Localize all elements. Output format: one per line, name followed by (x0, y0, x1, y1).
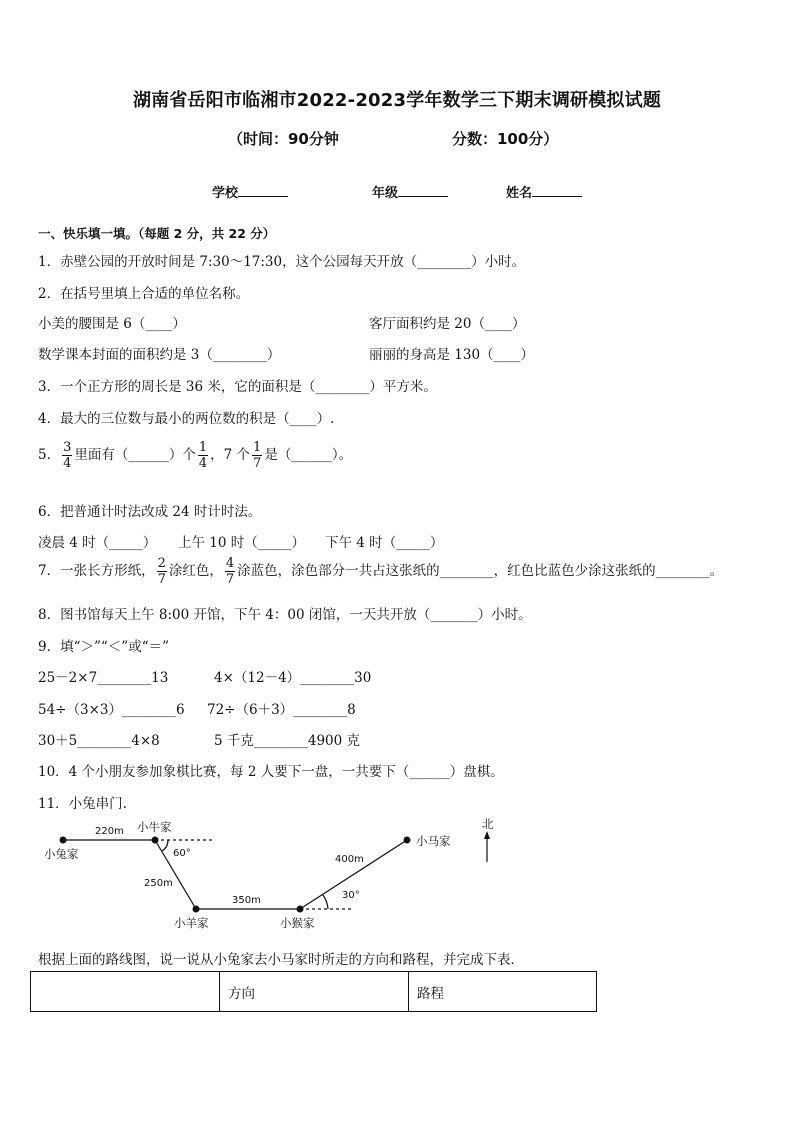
distance-250m: 250m (144, 878, 173, 889)
name-label: 姓名 (506, 186, 533, 201)
fraction-numerator: 3 (63, 440, 72, 455)
fraction-denominator: 7 (157, 572, 166, 587)
question-2a: 小美的腰围是 6（____） (38, 316, 186, 332)
question-9f: 5 千克________4900 克 (214, 733, 361, 749)
question-11: 11．小兔串门. (38, 796, 127, 812)
section-1-title: 一、快乐填一填。（每题 2 分，共 22 分） (38, 226, 276, 241)
question-11-description: 根据上面的路线图，说一说从小兔家去小马家时所走的方向和路程，并完成下表． (38, 952, 524, 968)
q5-text-2: ，7 个 (210, 447, 251, 463)
question-9b: 4×（12－4）________30 (214, 670, 372, 686)
route-map-diagram (38, 812, 508, 937)
question-8: 8．图书馆每天上午 8:00 开馆，下午 4：00 闭馆，一天共开放（_______）小时。 (38, 607, 532, 623)
question-2b: 客厅面积约是 20（____） (369, 316, 526, 332)
fraction-4-7 (225, 556, 235, 587)
sheep-home-point (193, 906, 200, 913)
fraction-numerator: 1 (253, 440, 262, 455)
fraction-denominator: 4 (63, 456, 72, 471)
cow-home-point (152, 837, 159, 844)
distance-350m: 350m (232, 895, 261, 906)
fraction-3-4 (62, 440, 72, 471)
label-cow-home: 小牛家 (137, 820, 172, 834)
q5-text-1: 里面有（______）个 (74, 447, 196, 463)
school-label: 学校 (212, 186, 239, 201)
exam-time: （时间：90分钟 (228, 130, 339, 148)
distance-400m: 400m (335, 854, 364, 865)
q7-text-1: 7．一张长方形纸， (38, 563, 155, 579)
label-north: 北 (482, 817, 494, 831)
question-2c: 数学课本封面的面积约是 3（________） (38, 347, 281, 363)
question-9a: 25－2×7________13 (38, 670, 169, 686)
angle-arc-60 (162, 840, 168, 851)
distance-220m: 220m (95, 826, 124, 837)
question-2d: 丽丽的身高是 130（____） (369, 347, 535, 363)
q5-text-3: 是（______）。 (264, 447, 353, 463)
question-5 (38, 440, 352, 471)
angle-arc-30 (323, 895, 328, 909)
school-field[interactable] (212, 182, 288, 201)
table-cell-empty[interactable] (31, 972, 220, 1012)
fraction-numerator: 1 (198, 440, 208, 455)
name-field[interactable] (506, 182, 582, 201)
q7-text-2: 涂红色， (168, 563, 223, 579)
horse-home-point (404, 837, 411, 844)
rabbit-home-point (60, 837, 67, 844)
question-6: 6．把普通计时法改成 24 时计时法。 (38, 504, 262, 520)
fraction-numerator: 4 (225, 556, 235, 571)
question-1: 1．赤壁公园的开放时间是 7:30～17:30，这个公园每天开放（________）小时。 (38, 254, 526, 270)
fraction-numerator: 2 (157, 556, 166, 571)
label-horse-home: 小马家 (416, 834, 451, 848)
table-row (31, 972, 597, 1012)
grade-field[interactable] (372, 182, 448, 201)
question-4: 4．最大的三位数与最小的两位数的积是（____）. (38, 411, 335, 427)
fraction-denominator: 7 (225, 572, 235, 587)
question-9e: 30＋5________4×8 (38, 733, 160, 749)
question-2: 2．在括号里填上合适的单位名称。 (38, 286, 250, 302)
fraction-2-7 (157, 556, 167, 587)
fraction-denominator: 7 (253, 456, 262, 471)
north-arrow-icon (484, 831, 490, 839)
question-3: 3．一个正方形的周长是 36 米，它的面积是（________）平方米。 (38, 379, 437, 395)
question-6a: 凌晨 4 时（_____） (38, 535, 157, 551)
question-9: 9．填“＞”“＜”或“＝” (38, 639, 169, 655)
answer-table (30, 971, 597, 1012)
fraction-1-4 (198, 440, 208, 471)
page-title: 湖南省岳阳市临湘市2022-2023学年数学三下期末调研模拟试题 (132, 90, 662, 111)
grade-label: 年级 (372, 186, 399, 201)
question-9c: 54÷（3×3）________6 (38, 702, 185, 718)
question-9d: 72÷（6＋3）________8 (207, 702, 356, 718)
question-10: 10．4 个小朋友参加象棋比赛，每 2 人要下一盘，一共要下（______）盘棋。 (38, 764, 504, 780)
label-monkey-home: 小猴家 (280, 916, 315, 930)
label-sheep-home: 小羊家 (174, 916, 209, 930)
angle-label-30: 30° (342, 890, 360, 901)
table-header-direction: 方向 (220, 972, 409, 1012)
table-header-distance: 路程 (409, 972, 597, 1012)
question-6b: 上午 10 时（_____） (178, 535, 306, 551)
q5-number: 5． (38, 447, 61, 463)
label-rabbit-home: 小兔家 (44, 847, 79, 861)
question-6c: 下午 4 时（_____） (325, 535, 444, 551)
name-blank[interactable] (532, 184, 582, 197)
fraction-1-7 (252, 440, 262, 471)
school-blank[interactable] (238, 184, 288, 197)
question-7 (38, 556, 723, 587)
exam-score: 分数：100分） (452, 130, 559, 148)
monkey-home-point (297, 906, 304, 913)
q7-text-3: 涂蓝色，涂色部分一共占这张纸的________，红色比蓝色少涂这张纸的________。 (237, 563, 724, 579)
fraction-denominator: 4 (198, 456, 208, 471)
angle-label-60: 60° (173, 848, 191, 859)
grade-blank[interactable] (398, 184, 448, 197)
